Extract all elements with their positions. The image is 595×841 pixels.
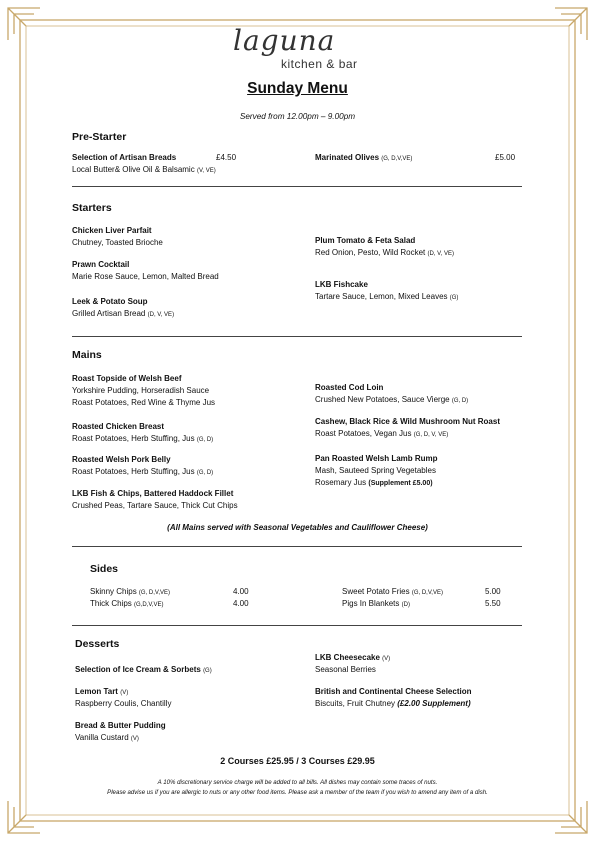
menu-item-name: Lemon Tart (V) bbox=[75, 687, 129, 696]
menu-item-name: Prawn Cocktail bbox=[72, 260, 130, 269]
page-title: Sunday Menu bbox=[247, 80, 348, 97]
mains-heading: Mains bbox=[72, 349, 102, 361]
prestarter-heading: Pre-Starter bbox=[72, 131, 127, 143]
menu-item-name: Cashew, Black Rice & Wild Mushroom Nut Roast bbox=[315, 417, 500, 426]
menu-item-name: LKB Fishcake bbox=[315, 280, 368, 289]
served-hours: Served from 12.00pm – 9.00pm bbox=[239, 112, 356, 121]
menu-item-desc: Biscuits, Fruit Chutney (£2.00 Supplement) bbox=[315, 699, 471, 708]
menu-item-price: 4.00 bbox=[233, 587, 249, 596]
menu-item-desc: Vanilla Custard (V) bbox=[75, 733, 139, 742]
menu-item-desc: Tartare Sauce, Lemon, Mixed Leaves (G) bbox=[315, 292, 459, 301]
divider bbox=[72, 625, 522, 626]
menu-item-price: 4.00 bbox=[233, 599, 249, 608]
menu-item-name: Chicken Liver Parfait bbox=[72, 226, 152, 235]
menu-item-name: Roasted Chicken Breast bbox=[72, 422, 165, 431]
menu-item-name: Selection of Ice Cream & Sorbets (G) bbox=[75, 665, 212, 674]
menu-item-name: Roast Topside of Welsh Beef bbox=[72, 374, 182, 383]
menu-item-desc: Rosemary Jus (Supplement £5.00) bbox=[315, 478, 433, 487]
mains-note: (All Mains served with Seasonal Vegetables and Cauliflower Cheese) bbox=[167, 523, 428, 532]
menu-item-price: £4.50 bbox=[216, 153, 237, 162]
menu-item-desc: Red Onion, Pesto, Wild Rocket (D, V, VE) bbox=[315, 248, 454, 257]
starters-heading: Starters bbox=[72, 202, 112, 214]
menu-item-desc: Mash, Sauteed Spring Vegetables bbox=[315, 466, 436, 475]
footer-line-1: A 10% discretionary service charge will be added to all bills. All dishes may contain some traces of nuts. bbox=[157, 779, 438, 786]
menu-item-name: Plum Tomato & Feta Salad bbox=[315, 236, 416, 245]
menu-item-desc: Grilled Artisan Bread (D, V, VE) bbox=[72, 309, 175, 318]
menu-item-name: Pigs In Blankets (D) bbox=[342, 599, 410, 608]
divider bbox=[72, 336, 522, 337]
menu-item-name: Roasted Welsh Pork Belly bbox=[72, 455, 171, 464]
menu-item-desc: Roast Potatoes, Red Wine & Thyme Jus bbox=[72, 398, 216, 407]
menu-item-name: Selection of Artisan Breads bbox=[72, 153, 177, 162]
divider bbox=[72, 186, 522, 187]
menu-item-name: Leek & Potato Soup bbox=[72, 297, 148, 306]
menu-item-price: 5.00 bbox=[485, 587, 501, 596]
menu-item-desc: Crushed Peas, Tartare Sauce, Thick Cut Chips bbox=[72, 501, 238, 510]
menu-item-price: 5.50 bbox=[485, 599, 501, 608]
menu-item-desc: Local Butter& Olive Oil & Balsamic (V, VE) bbox=[72, 165, 216, 174]
menu-item-price: £5.00 bbox=[495, 153, 516, 162]
brand-tagline: kitchen & bar bbox=[281, 57, 358, 71]
sides-heading: Sides bbox=[90, 563, 119, 575]
menu-item-desc: Marie Rose Sauce, Lemon, Malted Bread bbox=[72, 272, 219, 281]
menu-item-desc: Crushed New Potatoes, Sauce Vierge (G, D) bbox=[315, 395, 469, 404]
menu-item-name: Thick Chips (G,D,V,VE) bbox=[90, 599, 164, 608]
menu-item-name: Bread & Butter Pudding bbox=[75, 721, 166, 730]
menu-item-desc: Chutney, Toasted Brioche bbox=[72, 238, 163, 247]
desserts-heading: Desserts bbox=[75, 638, 120, 650]
menu-item-name: Pan Roasted Welsh Lamb Rump bbox=[315, 454, 438, 463]
divider bbox=[72, 546, 522, 547]
course-prices: 2 Courses £25.95 / 3 Courses £29.95 bbox=[220, 756, 375, 766]
brand-logo: laguna bbox=[233, 24, 336, 57]
menu-item-name: LKB Cheesecake (V) bbox=[315, 653, 391, 662]
menu-item-desc: Yorkshire Pudding, Horseradish Sauce bbox=[72, 386, 210, 395]
menu-item-name: Roasted Cod Loin bbox=[315, 383, 384, 392]
footer-line-2: Please advise us if you are allergic to nuts or any other food items. Please ask a member of the team if you wish to amend any item of a dish. bbox=[107, 789, 488, 796]
menu-item-desc: Raspberry Coulis, Chantilly bbox=[75, 699, 172, 708]
menu-item-desc: Seasonal Berries bbox=[315, 665, 376, 674]
menu-item-desc: Roast Potatoes, Vegan Jus (G, D, V, VE) bbox=[315, 429, 449, 438]
menu-item-desc: Roast Potatoes, Herb Stuffing, Jus (G, D) bbox=[72, 467, 214, 476]
menu-item-desc: Roast Potatoes, Herb Stuffing, Jus (G, D) bbox=[72, 434, 214, 443]
menu-item-name: Skinny Chips (G, D,V,VE) bbox=[90, 587, 171, 596]
menu-item-name: Marinated Olives (G, D,V,VE) bbox=[315, 153, 413, 162]
menu-item-name: British and Continental Cheese Selection bbox=[315, 687, 472, 696]
menu-item-name: LKB Fish & Chips, Battered Haddock Fillet bbox=[72, 489, 234, 498]
menu-item-name: Sweet Potato Fries (G, D,V,VE) bbox=[342, 587, 443, 596]
